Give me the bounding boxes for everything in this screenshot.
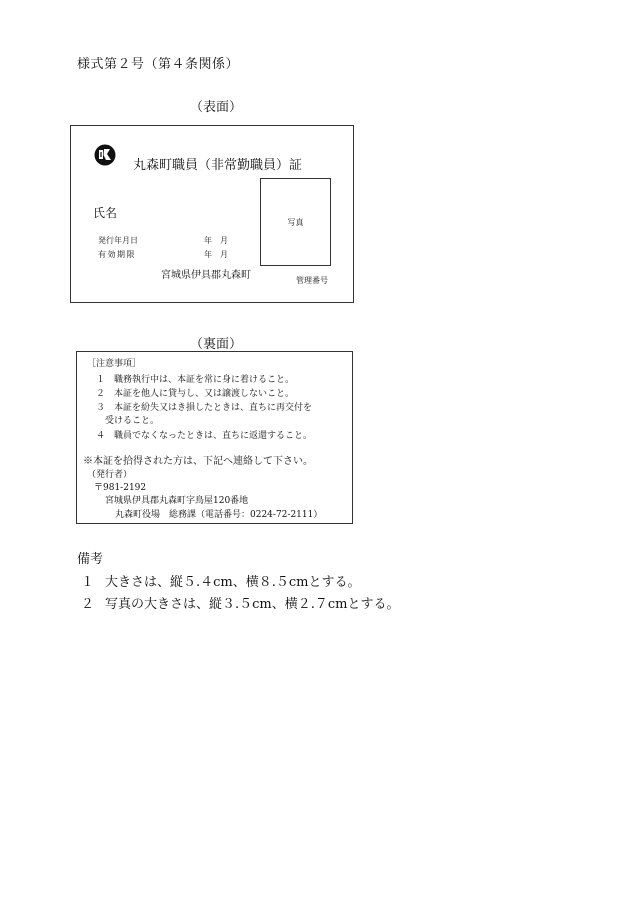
validity-label: 有効期限: [98, 250, 136, 259]
issue-date-year-month: 年 月: [204, 236, 228, 245]
town-emblem-icon: [94, 144, 116, 166]
postal-code: 〒981-2192: [94, 483, 147, 493]
found-notice: ※本証を拾得された方は、下記へ連絡して下さい。: [83, 456, 313, 467]
issuer-office: 丸森町役場 総務課（電話番号：0224-72-2111）: [115, 510, 323, 520]
remark-text: 写真の大きさは、縦３.５cm、横２.７cmとする。: [105, 597, 400, 612]
note-item: １ 職務執行中は、本証を常に身に着けること。: [96, 375, 295, 385]
remark-item: [81, 571, 360, 590]
front-section-label: （表面）: [190, 100, 243, 115]
card-title: 丸森町職員（非常勤職員）証: [133, 158, 303, 173]
note-item-continued: 受けること。: [105, 416, 160, 426]
notes-heading: ［注意事項］: [87, 359, 142, 369]
validity-year-month: 年 月: [204, 250, 228, 259]
name-label: 氏名: [93, 206, 118, 220]
remark-item: [81, 593, 399, 612]
id-card-back: [76, 351, 353, 524]
note-item: ４ 職員でなくなったときは、直ちに返還すること。: [96, 431, 313, 441]
management-number-label: 管理番号: [296, 276, 328, 285]
remarks-heading: 備考: [77, 552, 104, 567]
remark-number: ２: [81, 597, 95, 612]
photo-box: [260, 178, 331, 266]
issuer-label: （発行者）: [87, 470, 133, 480]
form-title: 様式第２号（第４条関係）: [77, 57, 240, 72]
note-item: ３ 本証を紛失又はき損したときは、直ちに再交付を: [96, 403, 313, 413]
back-section-label: （裏面）: [190, 337, 243, 352]
remark-number: １: [81, 575, 95, 590]
photo-label: 写真: [287, 218, 304, 227]
issuer-place: 宮城県伊具郡丸森町: [161, 270, 251, 281]
issuer-address: 宮城県伊具郡丸森町字鳥屋120番地: [105, 496, 249, 506]
remark-text: 大きさは、縦５.４cm、横８.５cmとする。: [105, 575, 361, 590]
note-item: ２ 本証を他人に貸与し、又は譲渡しないこと。: [96, 389, 295, 399]
id-card-front: [70, 125, 354, 303]
issue-date-label: 発行年月日: [98, 236, 138, 245]
